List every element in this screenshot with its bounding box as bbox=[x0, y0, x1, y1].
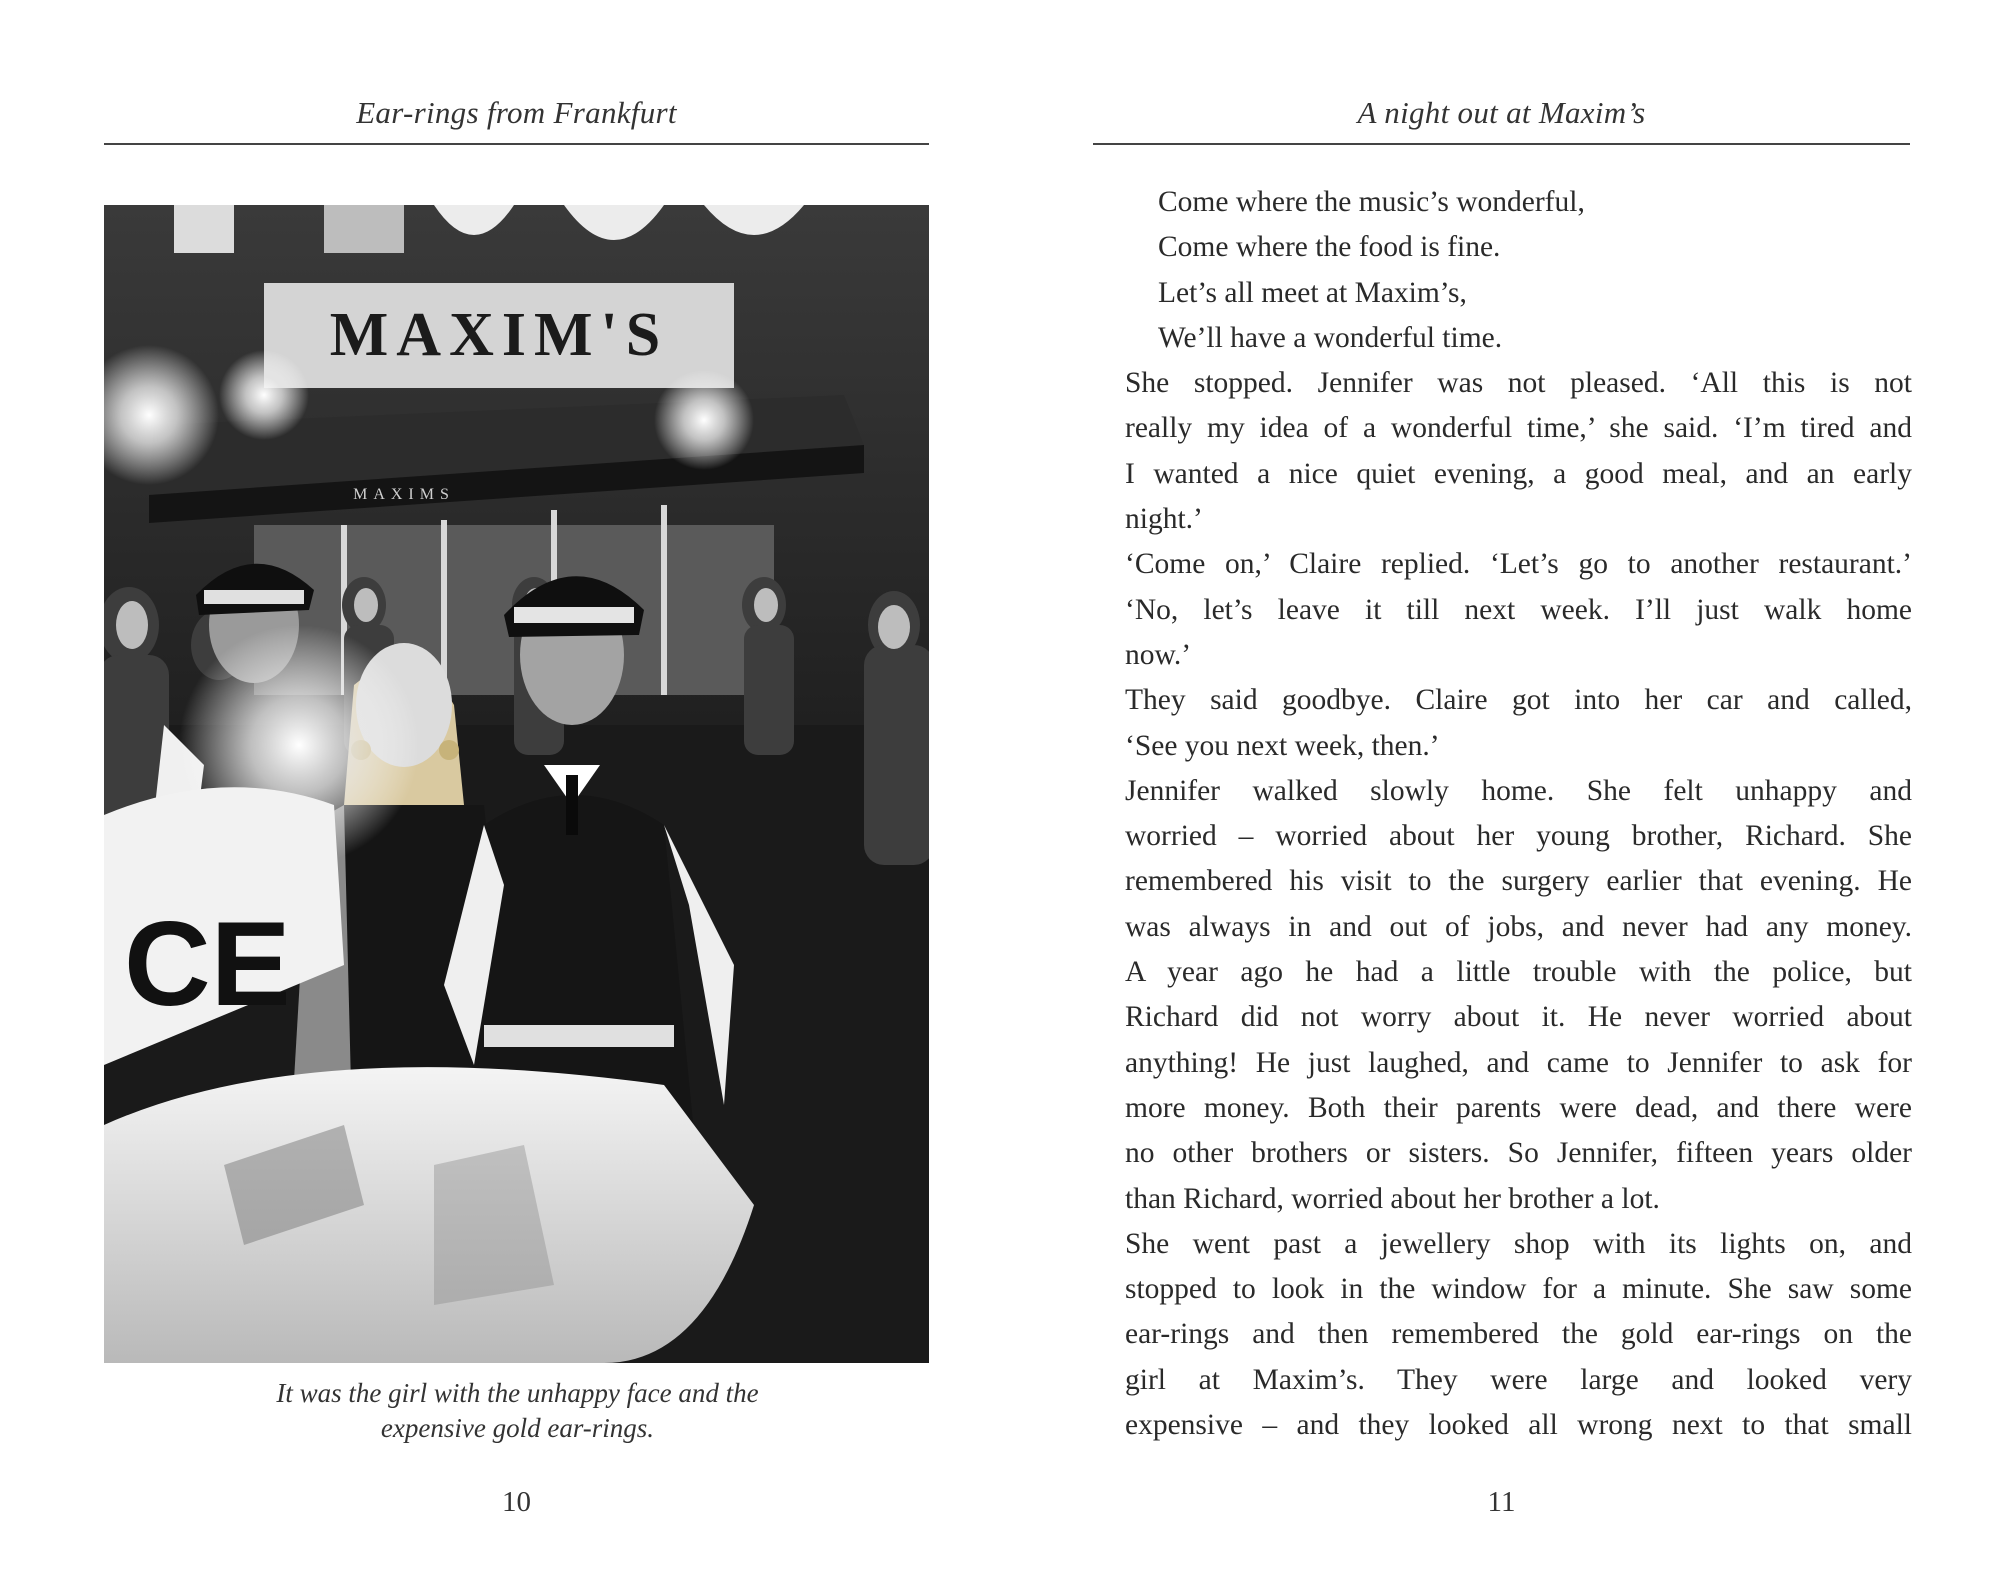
text-line: anything! He just laughed, and came to Jennifer to ask for bbox=[1125, 1046, 1912, 1079]
text-line: really my idea of a wonderful time,’ she said. ‘I’m tired and bbox=[1125, 412, 1912, 445]
verse-line: Come where the music’s wonderful, bbox=[1158, 186, 1585, 218]
verse-line: Come where the food is fine. bbox=[1158, 231, 1501, 264]
left-head-rule bbox=[104, 143, 929, 145]
car-hood bbox=[104, 1067, 754, 1363]
paragraph bbox=[1095, 769, 1912, 1222]
text-line: was always in and out of jobs, and never had any money. bbox=[1125, 910, 1912, 943]
text-line: They said goodbye. Claire got into her car and called, bbox=[1125, 684, 1912, 717]
body-text bbox=[1095, 180, 1912, 1448]
right-head-rule bbox=[1093, 143, 1910, 145]
text-line: She went past a jewellery shop with its lights on, and bbox=[1125, 1227, 1912, 1260]
text-line: ‘Come on,’ Claire replied. ‘Let’s go to another restaurant.’ bbox=[1125, 548, 1912, 581]
verse-line: Let’s all meet at Maxim’s, bbox=[1158, 276, 1467, 309]
caption-line: It was the girl with the unhappy face and the bbox=[276, 1378, 759, 1408]
text-line: A year ago he had a little trouble with the police, but bbox=[1125, 956, 1912, 989]
paragraph bbox=[1095, 542, 1912, 587]
text-line: remembered his visit to the surgery earlier that evening. He bbox=[1125, 865, 1912, 898]
text-line: no other brothers or sisters. So Jennifer, fifteen years older bbox=[1125, 1137, 1912, 1170]
text-line: I wanted a nice quiet evening, a good meal, and an early bbox=[1125, 457, 1912, 490]
illustration-caption bbox=[150, 1376, 885, 1446]
text-line: stopped to look in the window for a minute. She saw some bbox=[1125, 1273, 1912, 1306]
car-text: CE bbox=[124, 897, 291, 1031]
text-line: Jennifer walked slowly home. She felt unhappy and bbox=[1125, 774, 1912, 807]
song-verse bbox=[1095, 180, 1912, 361]
paragraph bbox=[1095, 361, 1912, 542]
right-page bbox=[1000, 0, 2000, 1578]
paragraph bbox=[1095, 678, 1912, 769]
right-running-head: A night out at Maxim’s bbox=[1357, 95, 1646, 130]
left-running-head: Ear-rings from Frankfurt bbox=[356, 95, 677, 130]
text-line: now.’ bbox=[1125, 638, 1192, 671]
text-line: ear-rings and then remembered the gold ear-rings on the bbox=[1125, 1318, 1912, 1351]
text-line: worried – worried about her young brother, Richard. She bbox=[1125, 820, 1912, 853]
street-light bbox=[219, 350, 309, 440]
verse-line: We’ll have a wonderful time. bbox=[1158, 321, 1503, 354]
upper-window bbox=[174, 205, 234, 253]
sign-text: MAXIM'S bbox=[329, 301, 669, 369]
text-line: expensive – and they looked all wrong next to that small bbox=[1125, 1409, 1912, 1442]
paragraph bbox=[1095, 1222, 1912, 1448]
illustration bbox=[104, 205, 929, 1363]
text-line: more money. Both their parents were dead, and there were bbox=[1125, 1091, 1912, 1124]
left-page-number: 10 bbox=[502, 1486, 531, 1518]
awning-text: MAXIMS bbox=[353, 486, 455, 503]
text-line: girl at Maxim’s. They were large and looked very bbox=[1125, 1363, 1912, 1396]
caption-line: expensive gold ear-rings. bbox=[380, 1413, 655, 1443]
text-line: ‘See you next week, then.’ bbox=[1125, 729, 1440, 762]
text-line: than Richard, worried about her brother a lot. bbox=[1125, 1182, 1660, 1215]
text-line: ‘No, let’s leave it till next week. I’ll just walk home bbox=[1125, 593, 1912, 626]
upper-window bbox=[324, 205, 404, 253]
street-light bbox=[654, 370, 754, 470]
right-page-number: 11 bbox=[1487, 1486, 1516, 1518]
text-line: Richard did not worry about it. He never worried about bbox=[1125, 1001, 1912, 1034]
text-line: She stopped. Jennifer was not pleased. ‘All this is not bbox=[1125, 367, 1912, 400]
text-line: night.’ bbox=[1125, 503, 1203, 536]
paragraph bbox=[1095, 588, 1912, 679]
